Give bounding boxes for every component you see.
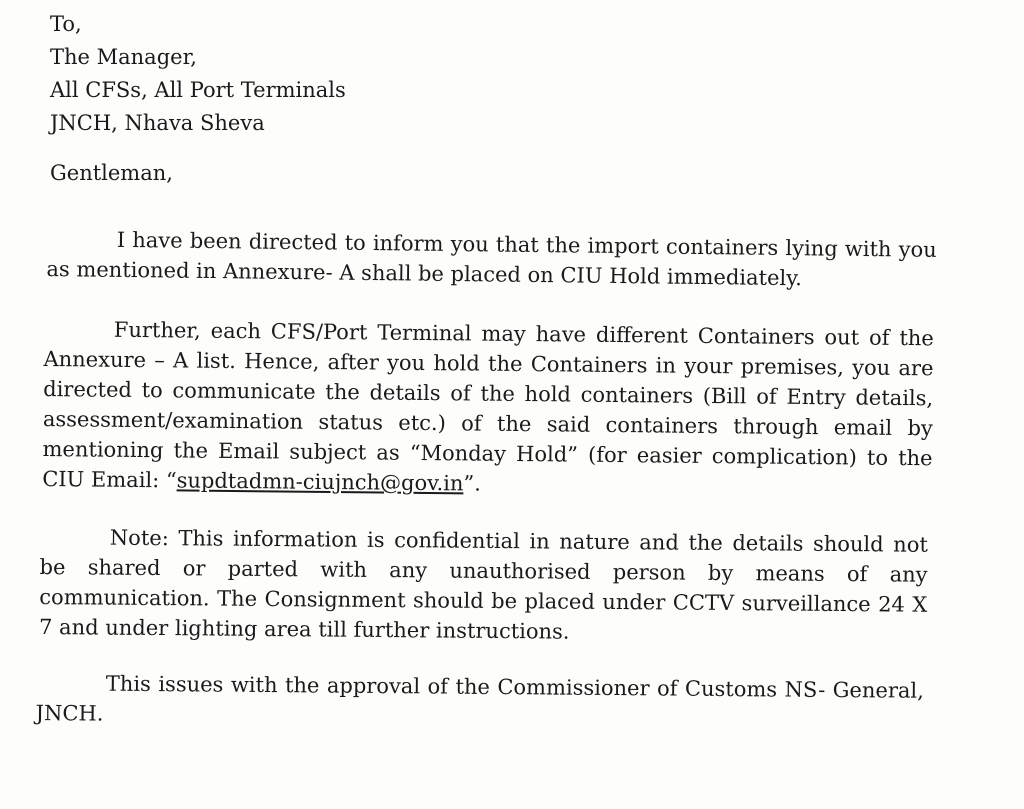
paragraph-communication-instruction xyxy=(42,314,934,503)
paragraph2-text: Further, each CFS/Port Terminal may have different Containers out of the Annexure – A list. Hence, after you hold the Containers in your premises, you are directed to communicate the details of the hold containers (Bill of Entry details, assessment/examination status etc.) of the said containers through email by mentioning the Email subject as “Monday Hold” (for easier complication) to the CIU Email: “ xyxy=(42,317,934,493)
ciu-email-link[interactable]: supdtadmn-ciujnch@gov.in xyxy=(176,468,464,496)
recipient-address-block xyxy=(50,8,550,140)
address-location: JNCH, Nhava Sheva xyxy=(50,111,265,135)
paragraph-hold-instruction: I have been directed to inform you that the import containers lying with you as mentioned in Annexure- A shall be placed on CIU Hold immediately. xyxy=(46,227,937,291)
address-recipient: The Manager, xyxy=(50,45,197,69)
paragraph-approval: This issues with the approval of the Commissioner of Customs NS- General, JNCH. xyxy=(35,671,924,726)
paragraph-confidentiality-note: Note: This information is confidential in nature and the details should not be shared or parted with any unauthorised person by means of any communication. The Consignment should be placed under CCTV surveillance 24 X 7 and under lighting area till further instructions. xyxy=(38,525,928,644)
salutation: Gentleman, xyxy=(50,161,173,185)
paragraph2-closing: ”. xyxy=(463,471,482,496)
address-organization: All CFSs, All Port Terminals xyxy=(50,78,346,102)
address-to: To, xyxy=(50,12,82,36)
